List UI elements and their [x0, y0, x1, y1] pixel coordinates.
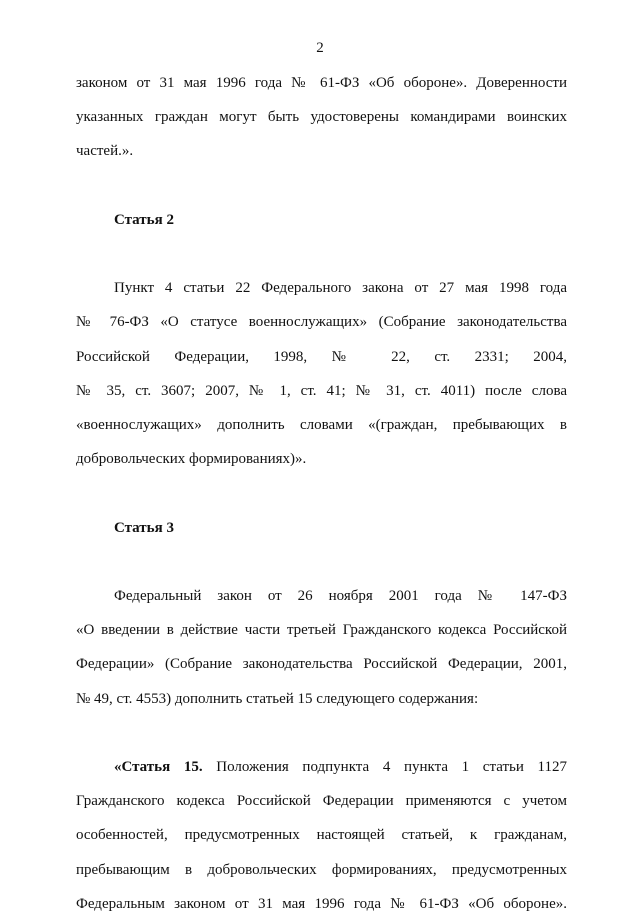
text-line: № 49, ст. 4553) дополнить статьей 15 следующего содержания: [76, 690, 479, 707]
article-15-first-line: Положения подпункта 4 пункта 1 статьи 1127 [202, 758, 567, 775]
article-15-quote-paragraph [76, 750, 567, 921]
text-line: добровольческих формированиях)». [76, 451, 307, 468]
article-3-paragraph [76, 579, 567, 716]
text-line: Федеральным законом от 31 мая 1996 года № 61-ФЗ «Об обороне». [76, 895, 567, 912]
text-line: частей.». [76, 143, 134, 160]
article-3-heading: Статья 3 [114, 519, 174, 536]
paragraph-gap [76, 237, 567, 271]
text-line: Пункт 4 статьи 22 Федерального закона от 27 мая 1998 года [114, 280, 567, 297]
text-line: № 35, ст. 3607; 2007, № 1, ст. 41; № 31, ст. 4011) после слова [76, 382, 567, 399]
text-line: особенностей, предусмотренных настоящей статьей, к гражданам, [76, 827, 567, 844]
paragraph-gap [76, 545, 567, 579]
text-line: указанных граждан могут быть удостоверены командирами воинских [76, 109, 567, 126]
text-line: законом от 31 мая 1996 года № 61-ФЗ «Об обороне». Доверенности [76, 75, 567, 91]
article-2-paragraph [76, 271, 567, 476]
text-line: «военнослужащих» дополнить словами «(граждан, пребывающих в [76, 417, 567, 433]
text-line: Гражданского кодекса Российской Федерации применяются с учетом [76, 793, 567, 810]
text-line [76, 750, 567, 784]
document-body [76, 66, 567, 921]
paragraph-gap [76, 476, 567, 510]
paragraph-gap [76, 169, 567, 203]
article-2-heading: Статья 2 [114, 211, 174, 228]
text-line: Российской Федерации, 1998, № 22, ст. 2331; 2004, [76, 348, 567, 365]
text-line: пребывающим в добровольческих формированиях, предусмотренных [76, 861, 567, 878]
text-line: «О введении в действие части третьей Гражданского кодекса Российской [76, 622, 567, 639]
article-15-lead: «Статья 15. [114, 758, 203, 775]
continuation-paragraph [76, 66, 567, 169]
text-line: № 76-ФЗ «О статусе военнослужащих» (Собрание законодательства [76, 314, 567, 331]
page-number: 2 [316, 40, 324, 56]
text-line: Федерации» (Собрание законодательства Российской Федерации, 2001, [76, 656, 567, 673]
text-line: Федеральный закон от 26 ноября 2001 года № 147-ФЗ [114, 587, 567, 604]
paragraph-gap [76, 716, 567, 750]
